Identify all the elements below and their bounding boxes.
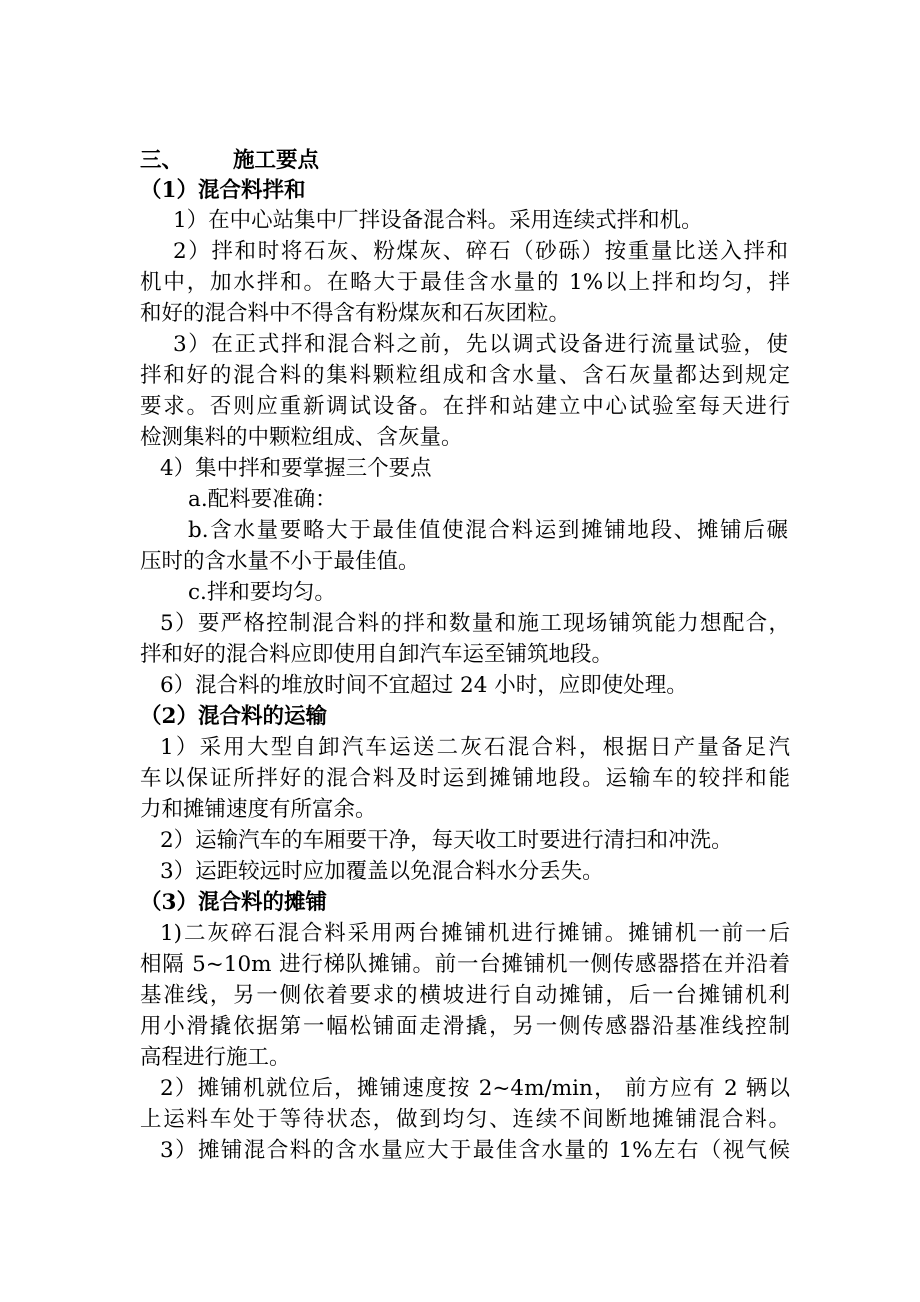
paragraph-line: 上运料车处于等待状态，做到均匀、连续不间断地摊铺混合料。	[140, 1107, 790, 1132]
paragraph-line: 拌和好的混合料的集料颗粒组成和含水量、含石灰量都达到规定	[140, 363, 790, 388]
paragraph-line: 压时的含水量不小于最佳值。	[140, 549, 420, 574]
paragraph-line: 用小滑撬依据第一幅松铺面走滑撬，另一侧传感器沿基准线控制	[140, 1014, 790, 1039]
paragraph-line: 2）拌和时将石灰、粉煤灰、碎石（砂砾）按重量比送入拌和	[173, 239, 788, 264]
subheading-mixing: （1）混合料拌和	[140, 178, 306, 203]
paragraph-line: 2）摊铺机就位后，摊铺速度按 2~4m/min， 前方应有 2 辆以	[160, 1076, 790, 1101]
paragraph-line: 1)二灰碎石混合料采用两台摊铺机进行摊铺。摊铺机一前一后	[160, 921, 790, 946]
paragraph-line: 要求。否则应重新调试设备。在拌和站建立中心试验室每天进行	[140, 394, 790, 419]
paragraph-line: 机中，加水拌和。在略大于最佳含水量的 1%以上拌和均匀，拌	[140, 270, 790, 295]
section-heading	[140, 145, 790, 177]
paragraph-line: 4）集中拌和要掌握三个要点	[160, 456, 432, 481]
paragraph-line: 基准线，另一侧依着要求的横坡进行自动摊铺，后一台摊铺机利	[140, 983, 790, 1008]
paragraph-line: 6）混合料的堆放时间不宜超过 24 小时，应即使处理。	[160, 673, 688, 698]
paragraph-line: b.含水量要略大于最佳值使混合料运到摊铺地段、摊铺后碾	[188, 518, 788, 543]
paragraph-line: 检测集料的中颗粒组成、含灰量。	[140, 425, 463, 450]
paragraph-line: 车以保证所拌好的混合料及时运到摊铺地段。运输车的较拌和能	[140, 766, 790, 791]
subheading-paving: （3）混合料的摊铺	[140, 890, 327, 915]
paragraph-line: 相隔 5~10m 进行梯队摊铺。前一台摊铺机一侧传感器搭在并沿着	[140, 952, 790, 977]
paragraph-line: 和好的混合料中不得含有粉煤灰和石灰团粒。	[140, 301, 571, 326]
paragraph-line: a.配料要准确：	[188, 487, 337, 512]
paragraph-line: c.拌和要均匀。	[188, 580, 336, 605]
paragraph-line: 1）在中心站集中厂拌设备混合料。采用连续式拌和机。	[173, 208, 703, 233]
paragraph-line: 高程进行施工。	[140, 1045, 291, 1070]
paragraph-line: 3）摊铺混合料的含水量应大于最佳含水量的 1%左右（视气候	[160, 1138, 790, 1163]
section-number: 三、	[140, 148, 184, 173]
paragraph-line: 3）运距较远时应加覆盖以免混合料水分丢失。	[160, 859, 604, 884]
subheading-transport: （2）混合料的运输	[140, 704, 327, 729]
section-title: 施工要点	[233, 148, 320, 173]
paragraph-line: 拌和好的混合料应即使用自卸汽车运至铺筑地段。	[140, 642, 614, 667]
paragraph-line: 2）运输汽车的车厢要干净，每天收工时要进行清扫和冲洗。	[160, 828, 733, 853]
paragraph-line: 5）要严格控制混合料的拌和数量和施工现场铺筑能力想配合，	[160, 611, 790, 636]
paragraph-line: 3）在正式拌和混合料之前，先以调式设备进行流量试验，使	[173, 332, 788, 357]
paragraph-line: 力和摊铺速度有所富余。	[140, 797, 377, 822]
paragraph-line: 1）采用大型自卸汽车运送二灰石混合料，根据日产量备足汽	[160, 735, 790, 760]
